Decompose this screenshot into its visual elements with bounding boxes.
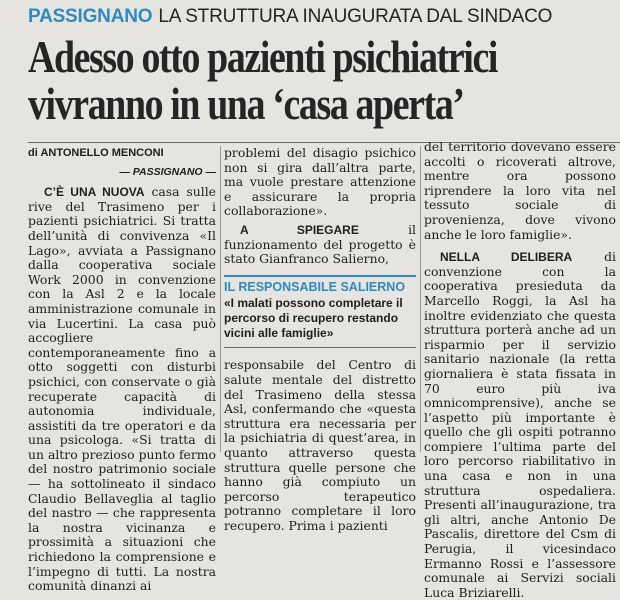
paragraph: del territorio dovevano essere accolti o ricoverati altrove, mentre ora possono riprendere la loro vita nel tessuto sociale di provenienza, dove vivono anche le loro famiglie».	[424, 139, 616, 242]
pull-quote-label: IL RESPONSABILE SALIERNO	[224, 275, 416, 295]
paragraph-text: il funzionamento del progetto è stato Gianfranco Salierno,	[224, 221, 416, 267]
lead-in: C’È UNA NUOVA	[44, 185, 145, 200]
paragraph: responsabile del Centro di salute mentale del distretto del Trasimeno della stessa Asl, confermando che «questa struttura era necessaria per la psichiatria di quest’area, in quanto attraverso questa struttura quelle persone che hanno già compiuto un percorso terapeutico potranno completare il loro recupero. Prima i pazienti	[224, 357, 416, 533]
paragraph-text: di convenzione con la cooperativa presieduta da Marcello Roggi, la Asl ha inoltre evidenziato che questa struttura porterà anche ad un risparmio per il servizio sanitario nazionale (la retta giornaliera è stata fissata in 70 euro più iva omnicomprensive), anche se l’aspetto più importante è quello che gli ospiti potranno compiere l’ultima parte del loro percorso riabilitativo in una casa e non in una struttura ospedaliera. Presenti all’inaugurazione, tra gli altri, anche Antonio De Pascalis, direttore del Csm di Perugia, il vicesindaco Ermanno Rossi e l’assessore comunale ai Servizi sociali Luca Briziarelli.	[424, 249, 616, 600]
kicker-subtitle: LA STRUTTURA INAUGURATA DAL SINDACO	[158, 6, 553, 27]
byline	[28, 146, 216, 161]
paragraph-text: casa sulle rive del Trasimeno per i pazienti psichiatrici. Si tratta dell’unità di convivenza «Il Lago», avviata a Passignano dalla cooperativa sociale Work 2000 in convenzione con la Asl 2 e la locale amministrazione comunale in via Lucertini. La casa può accogliere contemporaneamente fino a otto soggetti con disturbi psichici, con conservate o già recuperate capacità di autonomia individuale, assistiti da tre operatori e da una psicologa. «Si tratta di un altro prezioso punto fermo del nostro patrimonio sociale — ha sottolineato il sindaco Claudio Bellaveglia al taglio del nastro — che rappresenta la nostra vicinanza e prossimità a situazioni che richiedono la comprensione e l’impegno di tutti. La nostra comunità dinanzi ai	[28, 184, 217, 594]
paragraph: problemi del disagio psichico non si gira dall’altra parte, ma vuole prestare attenzione e assicurare la propria collaborazione».	[224, 145, 416, 219]
paragraph	[424, 250, 616, 600]
column-divider	[220, 146, 221, 452]
headline-line-2: vivranno in una ‘casa aperta’	[28, 79, 464, 129]
pull-quote: «I malati possono completare il percorso di recupero restando vicini alle famiglie»	[224, 296, 403, 341]
lead-in: NELLA DELIBERA	[440, 250, 573, 265]
byline-author: ANTONELLO MENCONI	[40, 147, 164, 159]
headline	[28, 34, 525, 128]
lead-in: A SPIEGARE	[240, 222, 359, 237]
headline-line-1: Adesso otto pazienti psichiatrici	[28, 32, 498, 82]
pull-quote-box	[224, 275, 416, 349]
paragraph	[224, 223, 416, 267]
column-divider	[420, 146, 421, 452]
byline-prefix: di	[28, 147, 38, 159]
byline-place: — PASSIGNANO —	[119, 165, 216, 178]
column-1	[28, 146, 216, 594]
kicker-place: PASSIGNANO	[28, 6, 153, 27]
column-2	[224, 146, 416, 533]
paragraph	[28, 185, 216, 594]
kicker	[28, 2, 552, 32]
pull-quote-rule	[224, 347, 416, 348]
column-3	[424, 140, 616, 600]
